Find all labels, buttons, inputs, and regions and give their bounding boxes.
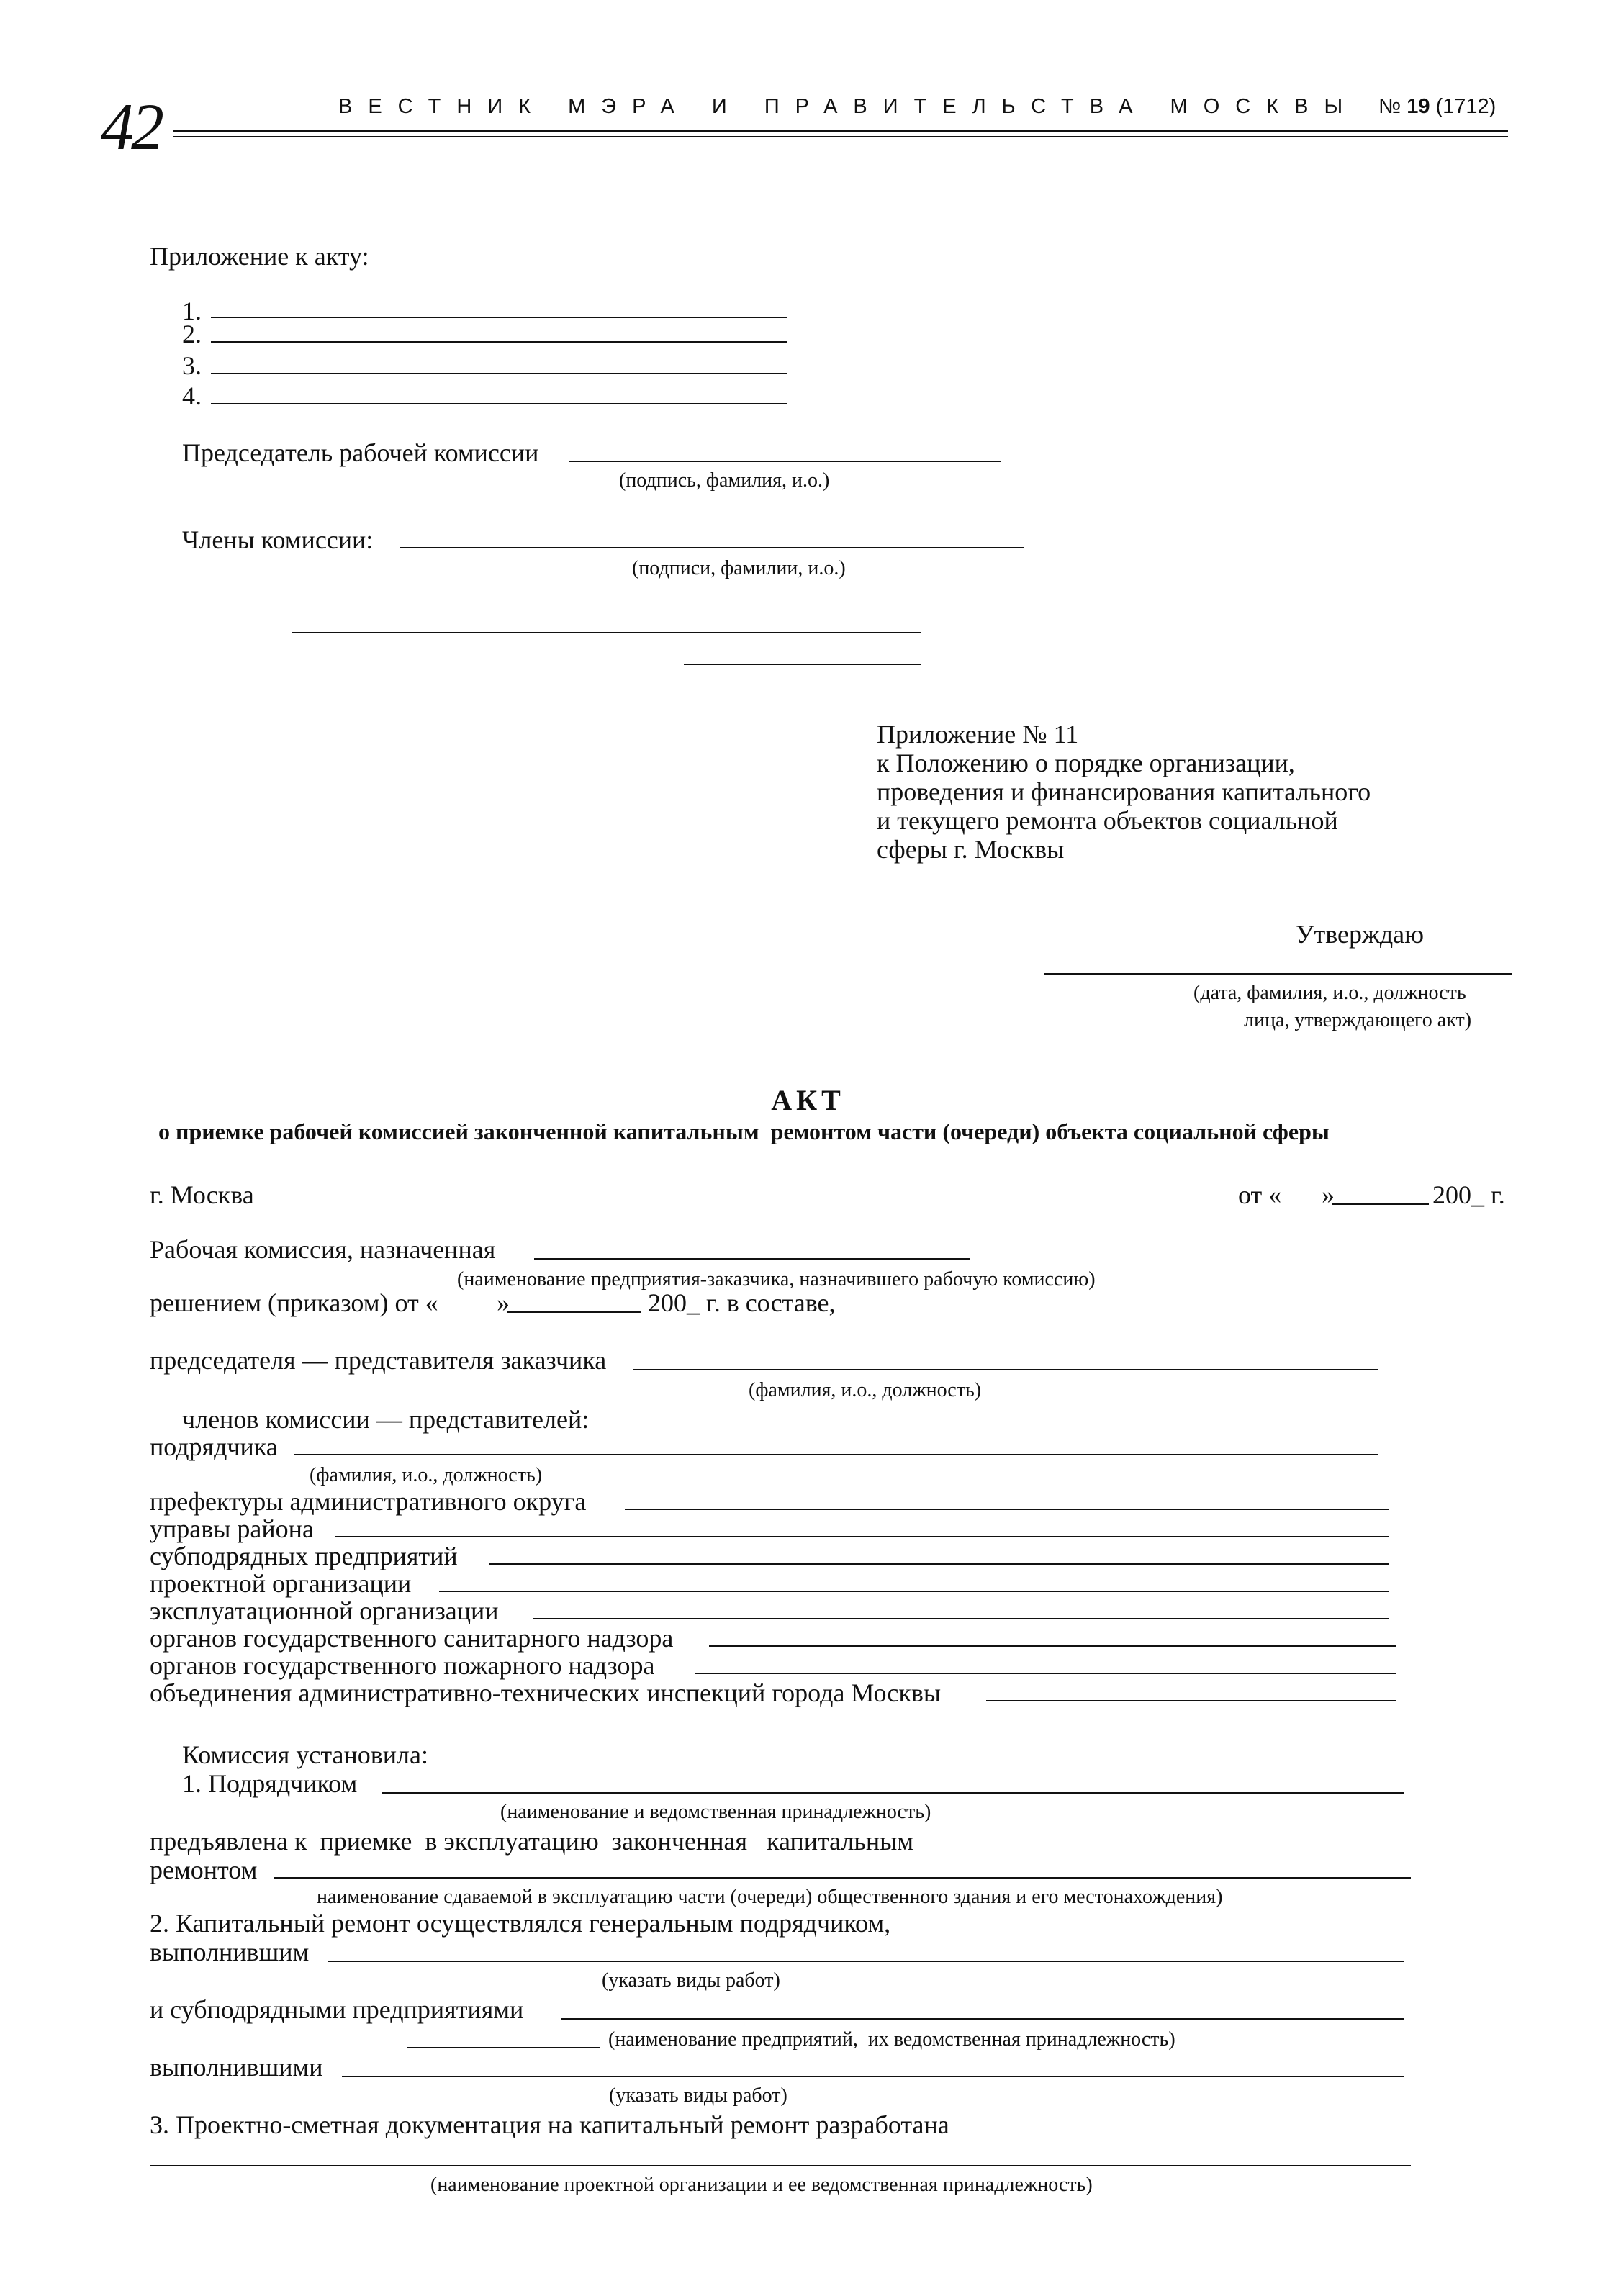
appendix-line-2: к Положению о порядке организации, bbox=[877, 749, 1295, 777]
separator-line-long bbox=[292, 632, 921, 633]
appendix-line-3: проведения и финансирования капитального bbox=[877, 777, 1371, 806]
design-org-label: проектной организации bbox=[150, 1569, 412, 1598]
finding-2-subcontractors-line-2 bbox=[407, 2047, 600, 2048]
commission-line bbox=[534, 1258, 970, 1260]
running-title: ВЕСТНИК МЭРА И ПРАВИТЕЛЬСТВА МОСКВЫ bbox=[338, 95, 1359, 118]
operating-org-label: эксплуатационной организации bbox=[150, 1596, 499, 1625]
sanitary-line bbox=[709, 1645, 1396, 1647]
annex-item-2: 2. bbox=[182, 320, 202, 348]
chairman-signature-line bbox=[569, 461, 1001, 462]
header-rule-thin bbox=[173, 136, 1508, 137]
finding-2-caption-2: (наименование предприятий, их ведомственная принадлежность) bbox=[608, 2028, 1175, 2051]
subcontract-label: субподрядных предприятий bbox=[150, 1542, 458, 1570]
decision-date-line bbox=[507, 1311, 641, 1313]
members-signature-line bbox=[400, 547, 1024, 548]
contractor-label: подрядчика bbox=[150, 1432, 278, 1461]
members-intro: членов комиссии — представителей: bbox=[182, 1405, 590, 1434]
finding-1-text-2: ремонтом bbox=[150, 1856, 258, 1884]
issue-prefix: № bbox=[1378, 95, 1401, 118]
act-date-year: 200_ г. bbox=[1432, 1180, 1505, 1209]
finding-3-line bbox=[150, 2165, 1411, 2166]
issue-total: (1712) bbox=[1435, 95, 1497, 118]
appendix-line-4: и текущего ремонта объектов социальной bbox=[877, 806, 1338, 835]
act-date-close: » bbox=[1322, 1180, 1335, 1209]
annex-line-3 bbox=[211, 373, 787, 374]
annex-line-4 bbox=[211, 403, 787, 404]
finding-2-text-1: 2. Капитальный ремонт осуществлялся генеральным подрядчиком, bbox=[150, 1909, 891, 1938]
finding-2-caption-3: (указать виды работ) bbox=[609, 2084, 787, 2107]
finding-1-text-1: предъявлена к приемке в эксплуатацию законченная капитальным bbox=[150, 1827, 914, 1856]
members-caption: (подписи, фамилии, и.о.) bbox=[632, 557, 846, 579]
subcontract-line bbox=[489, 1563, 1389, 1565]
commission-label: Рабочая комиссия, назначенная bbox=[150, 1235, 496, 1264]
findings-intro: Комиссия установила: bbox=[182, 1740, 428, 1769]
act-city: г. Москва bbox=[150, 1180, 254, 1209]
prefecture-line bbox=[625, 1509, 1389, 1510]
district-label: управы района bbox=[150, 1514, 314, 1543]
members-label: Члены комиссии: bbox=[182, 525, 374, 554]
finding-1-label: 1. Подрядчиком bbox=[182, 1769, 358, 1798]
act-date-month-line bbox=[1332, 1203, 1429, 1205]
contractor-caption: (фамилия, и.о., должность) bbox=[310, 1464, 543, 1486]
finding-2-caption-1: (указать виды работ) bbox=[602, 1969, 780, 1992]
finding-2-subcontractors-line bbox=[561, 2018, 1404, 2020]
finding-2-text-2: выполнившим bbox=[150, 1938, 310, 1966]
inspections-line bbox=[986, 1700, 1396, 1701]
fire-line bbox=[695, 1673, 1396, 1674]
act-subtitle: о приемке рабочей комиссией законченной капитальным ремонтом части (очереди) объекта социальной сферы bbox=[158, 1118, 1330, 1144]
finding-1-line bbox=[382, 1792, 1404, 1794]
decision-text-2: » bbox=[497, 1288, 510, 1317]
separator-line-short bbox=[684, 664, 921, 665]
decision-text-1: решением (приказом) от « bbox=[150, 1288, 438, 1317]
finding-1-object-line bbox=[274, 1877, 1411, 1879]
appendix-line-1: Приложение № 11 bbox=[877, 720, 1079, 749]
approval-caption-1: (дата, фамилия, и.о., должность bbox=[1193, 982, 1466, 1004]
approval-signature-line bbox=[1044, 973, 1512, 975]
annex-item-3: 3. bbox=[182, 351, 202, 380]
chair-rep-caption: (фамилия, и.о., должность) bbox=[749, 1379, 982, 1401]
approval-label: Утверждаю bbox=[1296, 920, 1425, 949]
finding-3-caption: (наименование проектной организации и ее ведомственная принадлежность) bbox=[430, 2174, 1093, 2196]
inspections-label: объединения административно-технических инспекций города Москвы bbox=[150, 1678, 942, 1707]
finding-2-text-4: выполнившими bbox=[150, 2053, 323, 2082]
appendix-line-5: сферы г. Москвы bbox=[877, 835, 1065, 864]
approval-caption-2: лица, утверждающего акт) bbox=[1244, 1009, 1472, 1031]
finding-3-text: 3. Проектно-сметная документация на капитальный ремонт разработана bbox=[150, 2110, 949, 2139]
act-date-from: от « bbox=[1238, 1180, 1282, 1209]
finding-2-text-3: и субподрядными предприятиями bbox=[150, 1995, 524, 2024]
finding-2-works-line-2 bbox=[342, 2076, 1404, 2077]
fire-label: органов государственного пожарного надзора bbox=[150, 1651, 655, 1680]
chair-rep-label: председателя — представителя заказчика bbox=[150, 1346, 607, 1375]
decision-text-3: 200_ г. в составе, bbox=[648, 1288, 836, 1317]
issue-number-value: 19 bbox=[1407, 95, 1430, 118]
contractor-line bbox=[294, 1454, 1378, 1455]
finding-1-caption: (наименование и ведомственная принадлежность) bbox=[500, 1801, 931, 1823]
finding-1-caption-2: наименование сдаваемой в эксплуатацию части (очереди) общественного здания и его местонахождения) bbox=[317, 1886, 1223, 1908]
header-rule-thick bbox=[173, 130, 1508, 132]
commission-caption: (наименование предприятия-заказчика, назначившего рабочую комиссию) bbox=[457, 1268, 1096, 1291]
issue-number bbox=[1378, 95, 1496, 119]
annex-line-2 bbox=[211, 341, 787, 343]
sanitary-label: органов государственного санитарного надзора bbox=[150, 1624, 674, 1653]
page-number: 42 bbox=[101, 90, 161, 163]
operating-org-line bbox=[533, 1618, 1389, 1619]
annex-heading: Приложение к акту: bbox=[150, 242, 369, 271]
chair-rep-line bbox=[633, 1369, 1378, 1370]
design-org-line bbox=[439, 1591, 1389, 1592]
act-title: АКТ bbox=[771, 1084, 845, 1116]
chairman-label: Председатель рабочей комиссии bbox=[182, 438, 539, 467]
chairman-caption: (подпись, фамилия, и.о.) bbox=[619, 469, 830, 492]
annex-item-1: 1. bbox=[182, 297, 202, 325]
prefecture-label: префектуры административного округа bbox=[150, 1487, 587, 1516]
district-line bbox=[335, 1536, 1389, 1537]
finding-2-works-line bbox=[328, 1961, 1404, 1962]
annex-line-1 bbox=[211, 317, 787, 318]
annex-item-4: 4. bbox=[182, 381, 202, 410]
